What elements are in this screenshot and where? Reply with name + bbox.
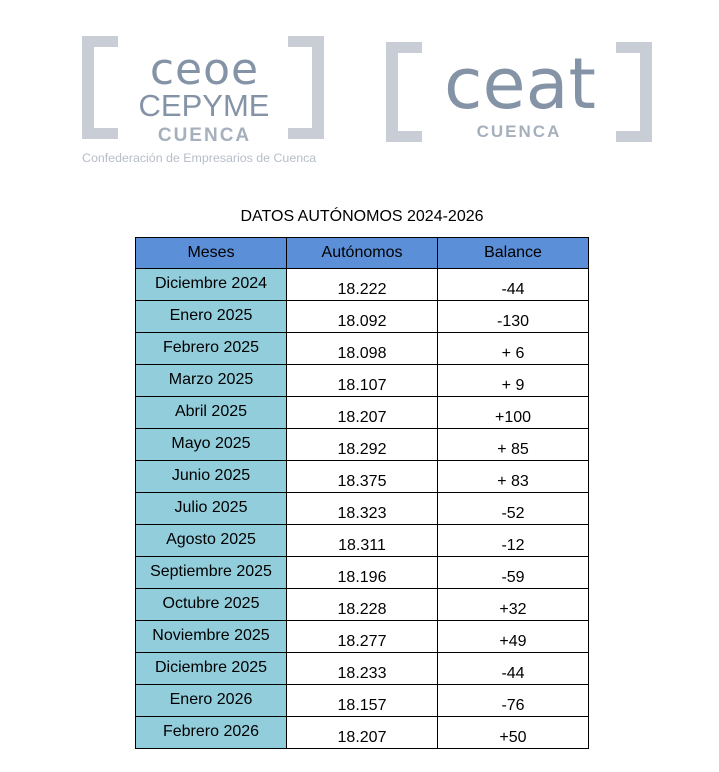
table-row: [136, 269, 589, 301]
autonomos-cell: 18.222: [287, 269, 438, 301]
month-cell: Febrero 2025: [136, 333, 287, 365]
table-row: [136, 493, 589, 525]
month-cell: Julio 2025: [136, 493, 287, 525]
balance-cell: +32: [438, 589, 589, 621]
autonomos-table: [135, 237, 589, 749]
balance-cell: + 83: [438, 461, 589, 493]
month-cell: Junio 2025: [136, 461, 287, 493]
month-cell: Enero 2025: [136, 301, 287, 333]
balance-cell: + 85: [438, 429, 589, 461]
table-row: [136, 557, 589, 589]
logo-cuenca-text: CUENCA: [476, 122, 562, 141]
table-row: [136, 589, 589, 621]
column-header-meses: Meses: [136, 238, 287, 269]
ceoe-cepyme-logo: [82, 36, 328, 166]
month-cell: Mayo 2025: [136, 429, 287, 461]
autonomos-cell: 18.092: [287, 301, 438, 333]
balance-cell: + 9: [438, 365, 589, 397]
autonomos-cell: 18.311: [287, 525, 438, 557]
logo-bracket: [640, 42, 652, 142]
balance-cell: -12: [438, 525, 589, 557]
ceat-logo: [386, 42, 654, 144]
balance-cell: + 6: [438, 333, 589, 365]
month-cell: Diciembre 2025: [136, 653, 287, 685]
month-cell: Marzo 2025: [136, 365, 287, 397]
page-title: DATOS AUTÓNOMOS 2024-2026: [240, 208, 484, 225]
table-row: [136, 525, 589, 557]
logo-ceoe-text: ceoe: [149, 44, 260, 95]
logo-ceat-text: ceat: [444, 43, 596, 125]
month-cell: Enero 2026: [136, 685, 287, 717]
balance-cell: +100: [438, 397, 589, 429]
balance-cell: -52: [438, 493, 589, 525]
autonomos-cell: 18.228: [287, 589, 438, 621]
logo-bracket: [616, 131, 652, 142]
table-row: [136, 685, 589, 717]
logo-bracket: [288, 128, 324, 139]
month-cell: Octubre 2025: [136, 589, 287, 621]
logo-bracket: [312, 36, 324, 139]
table-row: [136, 621, 589, 653]
balance-cell: -44: [438, 269, 589, 301]
column-header-balance: Balance: [438, 238, 589, 269]
table-row: [136, 333, 589, 365]
balance-cell: +49: [438, 621, 589, 653]
autonomos-cell: 18.375: [287, 461, 438, 493]
month-cell: Noviembre 2025: [136, 621, 287, 653]
autonomos-cell: 18.233: [287, 653, 438, 685]
column-header-autonomos: Autónomos: [287, 238, 438, 269]
logo-bracket: [386, 131, 422, 142]
autonomos-cell: 18.207: [287, 717, 438, 749]
autonomos-cell: 18.277: [287, 621, 438, 653]
month-cell: Febrero 2026: [136, 717, 287, 749]
balance-cell: +50: [438, 717, 589, 749]
autonomos-cell: 18.098: [287, 333, 438, 365]
table-row: [136, 653, 589, 685]
balance-cell: -44: [438, 653, 589, 685]
autonomos-cell: 18.207: [287, 397, 438, 429]
month-cell: Diciembre 2024: [136, 269, 287, 301]
logo-bracket: [386, 42, 398, 142]
table-row: [136, 397, 589, 429]
logo-bracket: [288, 36, 324, 47]
autonomos-cell: 18.323: [287, 493, 438, 525]
table-row: [136, 365, 589, 397]
table-row: [136, 301, 589, 333]
month-cell: Agosto 2025: [136, 525, 287, 557]
logo-bracket: [82, 36, 118, 47]
autonomos-cell: 18.196: [287, 557, 438, 589]
logo-bracket: [82, 128, 118, 139]
month-cell: Abril 2025: [136, 397, 287, 429]
balance-cell: -76: [438, 685, 589, 717]
autonomos-cell: 18.107: [287, 365, 438, 397]
logo-cuenca-text: CUENCA: [157, 125, 252, 146]
table-row: [136, 461, 589, 493]
table-header-row: [136, 238, 589, 269]
autonomos-cell: 18.157: [287, 685, 438, 717]
logo-tagline: Confederación de Empresarios de Cuenca: [82, 151, 317, 165]
logo-cepyme-text: CEPYME: [138, 88, 270, 123]
balance-cell: -130: [438, 301, 589, 333]
month-cell: Septiembre 2025: [136, 557, 287, 589]
balance-cell: -59: [438, 557, 589, 589]
table-row: [136, 429, 589, 461]
logo-bracket: [82, 36, 94, 139]
table-row: [136, 717, 589, 749]
autonomos-cell: 18.292: [287, 429, 438, 461]
